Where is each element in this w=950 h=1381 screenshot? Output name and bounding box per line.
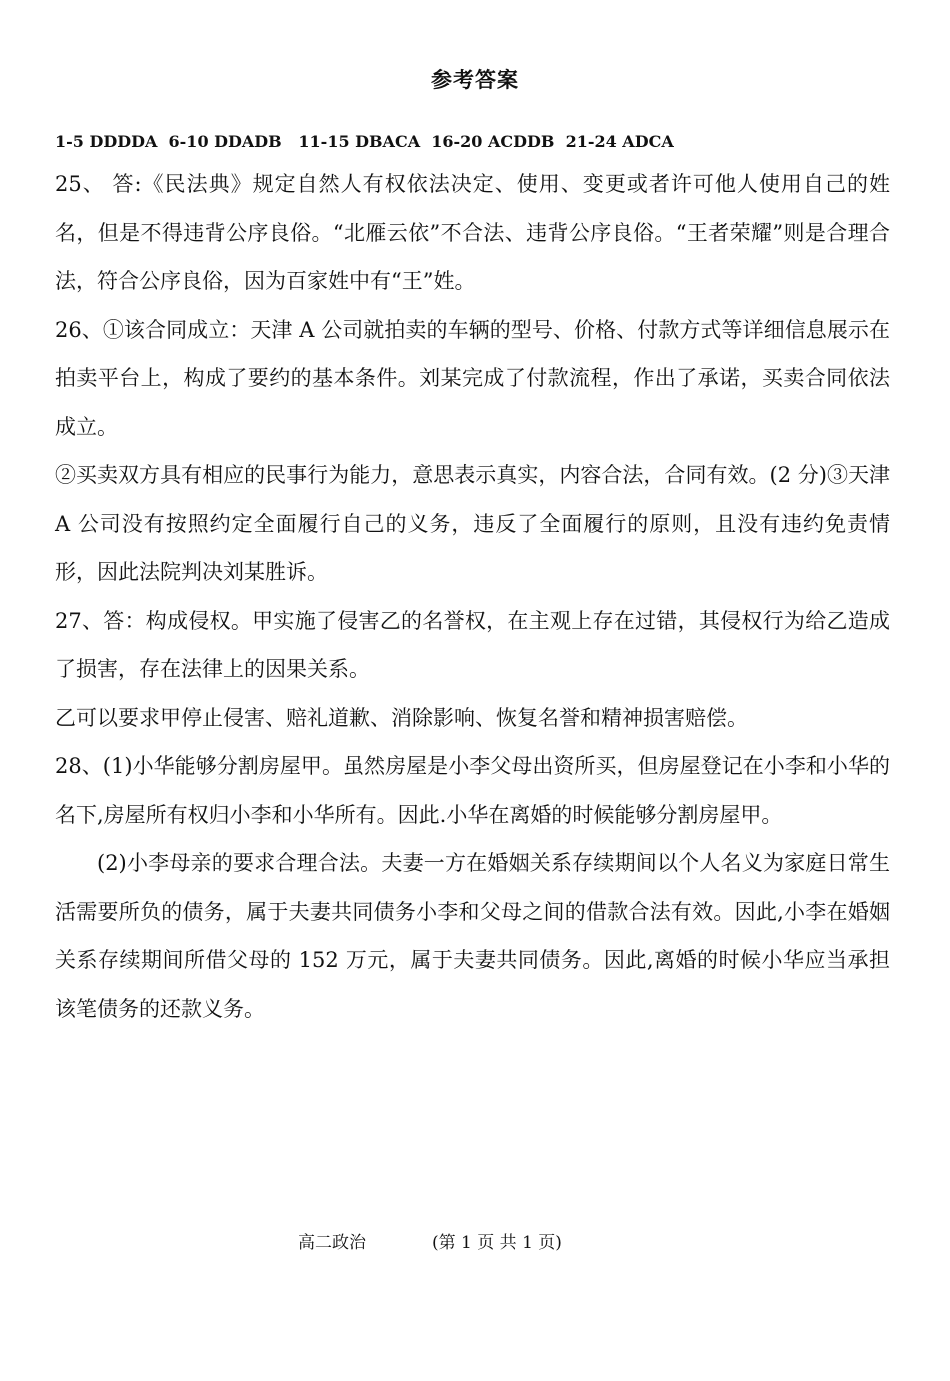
answer-27-part1: 27、答：构成侵权。甲实施了侵害乙的名誉权，在主观上存在过错，其侵权行为给乙造成了损害，存在法律上的因果关系。 <box>55 608 890 681</box>
answer-26-part1: 26、①该合同成立：天津 A 公司就拍卖的车辆的型号、价格、付款方式等详细信息展示在拍卖平台上，构成了要约的基本条件。刘某完成了付款流程，作出了承诺，买卖合同依法成立。 <box>55 317 890 439</box>
answer-26-part2: ②买卖双方具有相应的民事行为能力，意思表示真实，内容合法，合同有效。(2 分)③天津 A 公司没有按照约定全面履行自己的义务，违反了全面履行的原则，且没有违约免责情形，因此法院判决刘某胜诉。 <box>55 463 890 584</box>
answer-28-part1: 28、(1)小华能够分割房屋甲。虽然房屋是小李父母出资所买，但房屋登记在小李和小华的名下,房屋所有权归小李和小华所有。因此.小华在离婚的时候能够分割房屋甲。 <box>55 754 890 827</box>
page-footer <box>298 1228 562 1253</box>
answer-keys: 1-5 DDDDA 6-10 DDADB 11-15 DBACA 16-20 ACDDB 21-24 ADCA <box>55 132 674 151</box>
answer-28-part2: (2)小李母亲的要求合理合法。夫妻一方在婚姻关系存续期间以个人名义为家庭日常生活需要所负的债务，属于夫妻共同债务小李和父母之间的借款合法有效。因此,小李在婚姻关系存续期间所借父母的 152 万元，属于夫妻共同债务。因此,离婚的时候小华应当承担该笔债务的还款义务。 <box>55 851 890 1021</box>
answer-body <box>55 160 890 1033</box>
footer-subject: 高二政治 <box>298 1233 366 1253</box>
footer-page-number: (第 1 页 共 1 页) <box>432 1233 562 1253</box>
answer-25: 25、 答:《民法典》规定自然人有权依法决定、使用、变更或者许可他人使用自己的姓名，但是不得违背公序良俗。“北雁云依”不合法、违背公序良俗。“王者荣耀”则是合理合法，符合公序良俗，因为百家姓中有“王”姓。 <box>55 172 890 293</box>
answer-27-part2: 乙可以要求甲停止侵害、赔礼道歉、消除影响、恢复名誉和精神损害赔偿。 <box>55 705 748 730</box>
page-title: 参考答案 <box>431 67 519 92</box>
